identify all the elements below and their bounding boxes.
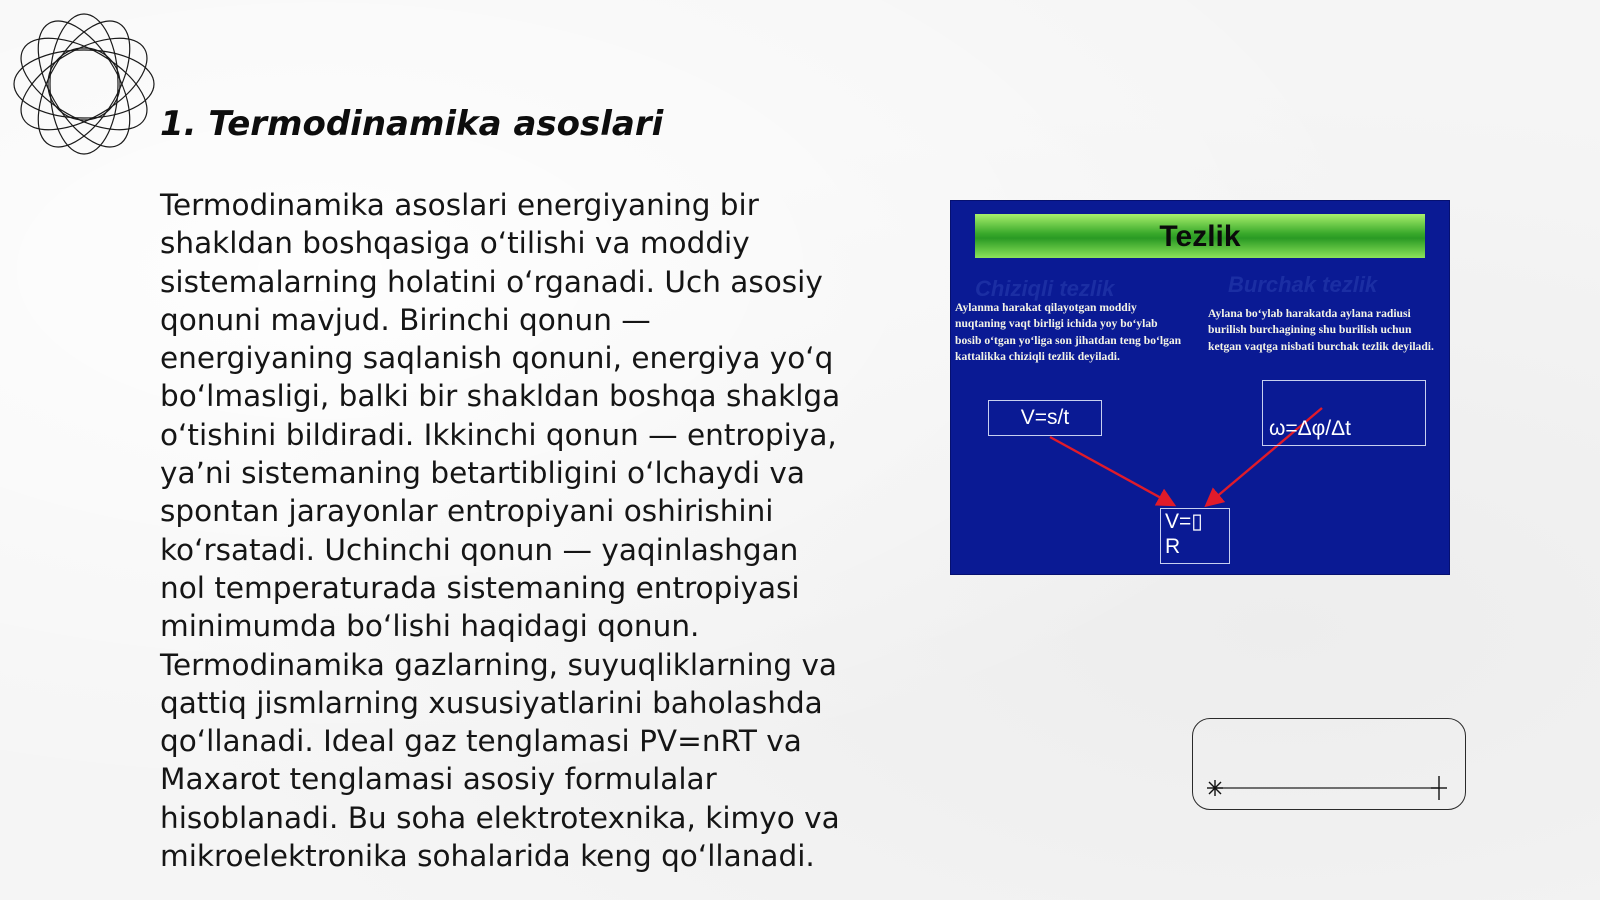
relation-formula-line2: R [1165,535,1181,558]
page-title: 1. Termodinamika asoslari [160,104,664,144]
image-header: Tezlik [975,214,1425,258]
right-description: Aylana bo‘ylab harakatda aylana radiusi burilish burchagining shu burilish uchun ketgan vaqtga nisbati burchak tezlik deyiladi. [1208,307,1434,353]
linear-velocity-formula: V=s/t [988,400,1102,436]
plus-star-icon [1431,776,1447,800]
relation-formula-box [1160,508,1230,564]
left-heading: Chiziqli tezlik [975,276,1115,301]
left-description: Aylanma harakat qilayotgan moddiy nuqtaning vaqt birligi ichida yoy bo‘ylab bosib o‘tgan yo‘liga son jihatdan teng bo‘lgan kattalikka chiziqli tezlik deyiladi. [955,301,1182,364]
angular-velocity-formula-box [1262,380,1426,446]
embedded-slide-image [950,200,1450,575]
sparkle-icon [1207,780,1223,796]
angular-velocity-formula: ω=Δφ/Δt [1269,417,1352,440]
decorative-timeline-box [1192,718,1466,810]
right-heading: Burchak tezlik [1228,272,1378,297]
body-paragraph: Termodinamika asoslari energiyaning bir shakldan boshqasiga o‘tilishi va moddiy sistemalarning holatini o‘rganadi. Uch asosiy qonuni mavjud. Birinchi qonun — energiyaning saqlanish qonuni, energiya yo‘q bo‘lmasligi, balki bir shakldan boshqa shaklga o‘tishini bildiradi. Ikkinchi qonun — entropiya, ya’ni sistemaning betartibligini o‘lchaydi va spontan jarayonlar entropiyani oshirishini ko‘rsatadi. Uchinchi qonun — yaqinlashgan nol temperaturada sistemaning entropiyasi minimumda bo‘lishi haqidagi qonun. Termodinamika gazlarning, suyuqliklarning va qattiq jismlarning xususiyatlarini baholashda qo‘llanadi. Ideal gaz tenglamasi PV=nRT va Maxarot tenglamasi asosiy formulalar hisoblanadi. Bu soha elektrotexnika, kimyo va mikroelektronika sohalarida keng qo‘llanadi. [160,188,841,874]
interlocking-circles-icon [10,10,158,158]
relation-formula-line1: V=▯ [1165,510,1203,533]
